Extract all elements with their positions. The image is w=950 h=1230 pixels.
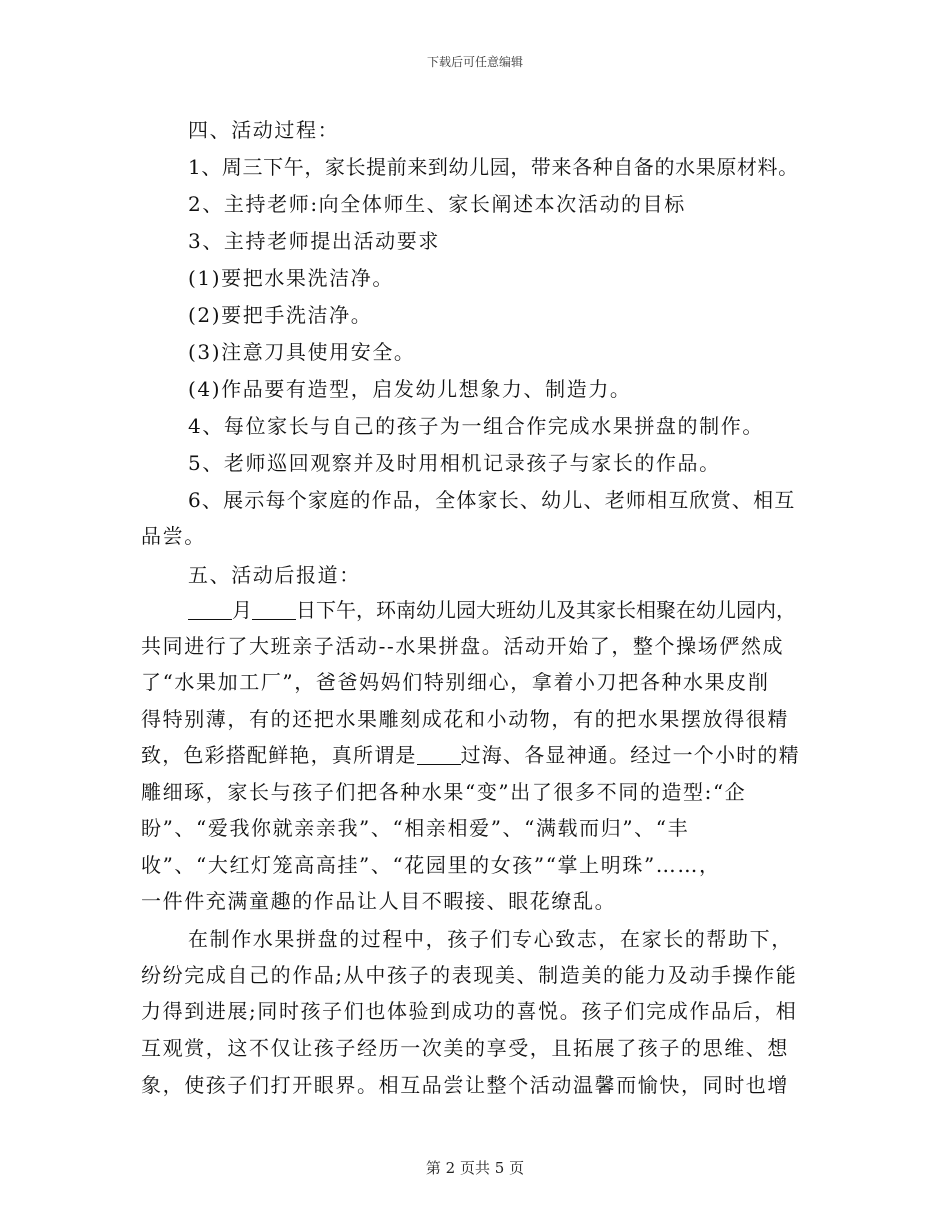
step-4: 4、每位家长与自己的孩子为一组合作完成水果拼盘的制作。 xyxy=(188,414,764,438)
report-p1-line-5 xyxy=(141,741,800,769)
step-5: 5、老师巡回观察并及时用相机记录孩子与家长的作品。 xyxy=(188,451,721,475)
report-p1-line-5-b: 过海、各显神通。经过一个小时的精 xyxy=(460,743,800,767)
step-6-line-2: 品尝。 xyxy=(141,524,206,548)
date-blank-day xyxy=(252,599,296,620)
report-p1-line-7: 盼”、“爱我你就亲亲我”、“相亲相爱”、“满载而归”、“丰 xyxy=(141,816,690,840)
report-p2-line-5: 象，使孩子们打开眼界。相互品尝让整个活动温馨而愉快，同时也增 xyxy=(141,1073,789,1097)
section4-heading: 四、活动过程： xyxy=(188,118,340,142)
report-p1-line-9: 一件件充满童趣的作品让人目不暇接、眼花缭乱。 xyxy=(141,889,617,913)
page-header: 下载后可任意编辑 xyxy=(426,55,523,69)
step-2: 2、主持老师:向全体师生、家长阐述本次活动的目标 xyxy=(188,192,686,216)
requirement-2: (2)要把手洗洁净。 xyxy=(188,303,373,327)
report-p1-line-8: 收”、“大红灯笼高高挂”、“花园里的女孩”“掌上明珠”……， xyxy=(141,853,721,877)
report-p1-line-4: 得特别薄，有的还把水果雕刻成花和小动物，有的把水果摆放得很精 xyxy=(141,707,789,731)
requirement-1: (1)要把水果洗洁净。 xyxy=(188,266,394,290)
report-p2-line-3: 力得到进展;同时孩子们也体验到成功的喜悦。孩子们完成作品后，相 xyxy=(141,999,798,1023)
section5-heading: 五、活动后报道： xyxy=(188,563,361,587)
step-6-line-1: 6、展示每个家庭的作品，全体家长、幼儿、老师相互欣赏、相互 xyxy=(188,488,796,512)
report-p1-line-1-rest: 日下午，环南幼儿园大班幼儿及其家长相聚在幼儿园内， xyxy=(296,598,796,622)
report-p1-line-5-a: 致，色彩搭配鲜艳，真所谓是 xyxy=(141,743,417,767)
date-blank-month xyxy=(188,599,232,620)
report-p2-line-4: 互观赏，这不仅让孩子经历一次美的享受，且拓展了孩子的思维、想 xyxy=(141,1036,789,1060)
report-month-label: 月 xyxy=(232,598,252,622)
page-footer: 第 2 页共 5 页 xyxy=(425,1159,525,1177)
report-p1-line-1 xyxy=(188,596,796,624)
report-p2-line-1: 在制作水果拼盘的过程中，孩子们专心致志，在家长的帮助下， xyxy=(188,927,793,951)
report-p1-line-2: 共同进行了大班亲子活动--水果拼盘。活动开始了，整个操场俨然成 xyxy=(141,634,785,658)
report-p1-line-3: 了“水果加工厂”，爸爸妈妈们特别细心，拿着小刀把各种水果皮削 xyxy=(141,670,770,694)
step-3: 3、主持老师提出活动要求 xyxy=(188,229,440,253)
idiom-blank xyxy=(417,744,461,765)
requirement-3: (3)注意刀具使用安全。 xyxy=(188,340,416,364)
report-p1-line-6: 雕细琢，家长与孩子们把各种水果“变”出了很多不同的造型:“企 xyxy=(141,780,747,804)
requirement-4: (4)作品要有造型，启发幼儿想象力、制造力。 xyxy=(188,377,632,401)
report-p2-line-2: 纷纷完成自己的作品;从中孩子的表现美、制造美的能力及动手操作能 xyxy=(141,963,798,987)
step-1: 1、周三下午，家长提前来到幼儿园，带来各种自备的水果原材料。 xyxy=(188,155,799,179)
